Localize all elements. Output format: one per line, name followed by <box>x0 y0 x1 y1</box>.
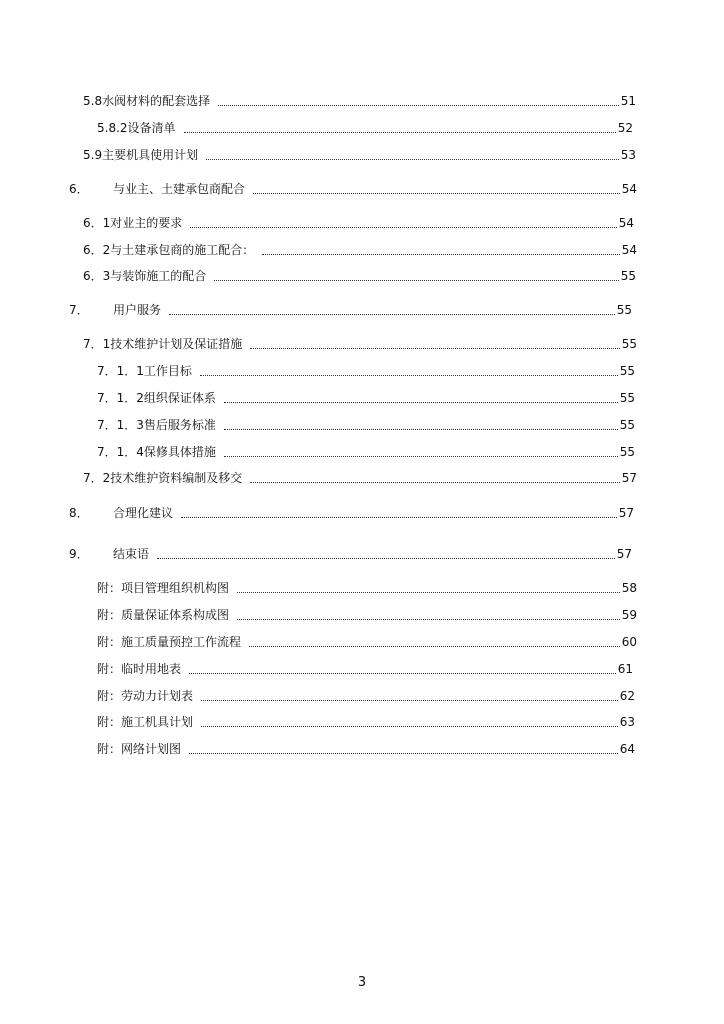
toc-entry-page: 63 <box>619 715 635 729</box>
toc-entry-number: 附： <box>97 662 122 676</box>
dot-leader <box>262 253 619 255</box>
dot-leader <box>249 645 620 647</box>
toc-entry-title: 施工质量预控工作流程 <box>121 635 242 649</box>
dot-leader <box>157 557 615 559</box>
toc-entry-number: 附： <box>97 635 122 649</box>
toc-entry-title: 施工机具计划 <box>121 715 194 729</box>
toc-entry-title: 工作目标 <box>143 364 192 378</box>
toc-entry-page: 55 <box>620 269 636 283</box>
toc-entry-number: 7．1．3 <box>97 418 144 432</box>
toc-entry-title: 水阀材料的配套选择 <box>102 94 211 108</box>
toc-entry-8 <box>69 504 634 522</box>
dot-leader <box>200 374 618 376</box>
toc-entry-number: 5.8 <box>83 94 103 108</box>
dot-leader <box>253 192 620 194</box>
toc-entry-number: 5.8.2 <box>97 121 128 135</box>
toc-appendix-labor-plan <box>97 687 635 705</box>
dot-leader <box>181 516 617 518</box>
toc-entry-page: 62 <box>619 689 635 703</box>
toc-entry-title: 设备清单 <box>127 121 176 135</box>
toc-entry-number: 7． <box>69 303 89 317</box>
toc-entry-number: 6． <box>69 182 89 196</box>
toc-entry-number: 6．2 <box>83 243 111 257</box>
toc-entry-page: 57 <box>616 547 632 561</box>
toc-entry-number: 7．1．2 <box>97 391 144 405</box>
toc-entry-7-1-2 <box>97 389 635 407</box>
toc-entry-title: 与装饰施工的配合 <box>110 269 207 283</box>
toc-entry-page: 64 <box>619 742 635 756</box>
toc-entry-page: 54 <box>618 216 634 230</box>
toc-appendix-quality-workflow <box>97 633 637 651</box>
toc-entry-title: 结束语 <box>113 547 150 561</box>
toc-entry-title: 项目管理组织机构图 <box>121 581 230 595</box>
dot-leader <box>224 428 618 430</box>
toc-entry-9 <box>69 545 632 563</box>
dot-leader <box>224 455 618 457</box>
toc-entry-number: 6．1 <box>83 216 111 230</box>
dot-leader <box>214 279 618 281</box>
toc-entry-5-8-2 <box>97 119 633 137</box>
toc-entry-title: 网络计划图 <box>121 742 182 756</box>
dot-leader <box>224 401 618 403</box>
dot-leader <box>190 226 616 228</box>
toc-entry-number: 7．1．1 <box>97 364 144 378</box>
toc-entry-5-8 <box>83 92 636 110</box>
page-number: 3 <box>357 975 367 990</box>
toc-entry-title: 用户服务 <box>113 303 162 317</box>
toc-entry-page: 55 <box>616 303 632 317</box>
dot-leader <box>218 104 619 106</box>
toc-entry-page: 55 <box>619 445 635 459</box>
toc-entry-page: 51 <box>620 94 636 108</box>
dot-leader <box>201 699 618 701</box>
toc-entry-title: 质量保证体系构成图 <box>121 608 230 622</box>
toc-entry-number: 附： <box>97 689 122 703</box>
toc-appendix-network-plan <box>97 740 635 758</box>
toc-entry-page: 59 <box>621 608 637 622</box>
toc-entry-number: 附： <box>97 581 122 595</box>
toc-entry-7-1 <box>83 335 637 353</box>
toc-entry-number: 附： <box>97 715 122 729</box>
toc-entry-title: 临时用地表 <box>121 662 182 676</box>
toc-entry-title: 技术维护计划及保证措施 <box>110 337 243 351</box>
toc-entry-number: 7．1 <box>83 337 111 351</box>
dot-leader <box>184 131 616 133</box>
toc-entry-page: 57 <box>618 506 634 520</box>
toc-entry-number: 5.9 <box>83 148 103 162</box>
toc-entry-title: 对业主的要求 <box>110 216 183 230</box>
toc-entry-page: 54 <box>621 243 637 257</box>
toc-entry-title: 主要机具使用计划 <box>102 148 199 162</box>
toc-entry-number: 7．1．4 <box>97 445 144 459</box>
toc-entry-page: 52 <box>617 121 633 135</box>
dot-leader <box>189 752 618 754</box>
dot-leader <box>169 313 615 315</box>
toc-entry-number: 附： <box>97 608 122 622</box>
dot-leader <box>201 725 618 727</box>
dot-leader <box>237 618 620 620</box>
toc-entry-number: 8． <box>69 506 89 520</box>
toc-entry-page: 60 <box>621 635 637 649</box>
toc-appendix-temp-land <box>97 660 633 678</box>
toc-entry-title: 售后服务标准 <box>143 418 216 432</box>
dot-leader <box>189 672 616 674</box>
toc-entry-title: 技术维护资料编制及移交 <box>110 471 243 485</box>
toc-entry-7-1-1 <box>97 362 635 380</box>
dot-leader <box>250 481 619 483</box>
toc-entry-number: 9． <box>69 547 89 561</box>
toc-appendix-org-chart <box>97 579 637 597</box>
toc-entry-5-9 <box>83 146 636 164</box>
dot-leader <box>206 158 619 160</box>
toc-entry-page: 54 <box>621 182 637 196</box>
toc-entry-page: 53 <box>620 148 636 162</box>
toc-entry-6-1 <box>83 214 634 232</box>
toc-entry-7 <box>69 301 632 319</box>
toc-entry-6-2 <box>83 241 637 259</box>
toc-entry-page: 55 <box>619 364 635 378</box>
toc-entry-page: 55 <box>621 337 637 351</box>
toc-entry-title: 劳动力计划表 <box>121 689 194 703</box>
toc-appendix-quality-system <box>97 606 637 624</box>
toc-entry-page: 57 <box>621 471 637 485</box>
toc-entry-7-1-4 <box>97 443 635 461</box>
dot-leader <box>237 591 620 593</box>
toc-appendix-equipment-plan <box>97 713 635 731</box>
toc-entry-title: 与业主、土建承包商配合 <box>113 182 246 196</box>
toc-entry-title: 保修具体措施 <box>143 445 216 459</box>
toc-entry-number: 附： <box>97 742 122 756</box>
toc-entry-number: 6．3 <box>83 269 111 283</box>
toc-entry-6-3 <box>83 267 636 285</box>
toc-entry-7-2 <box>83 469 637 487</box>
toc-entry-7-1-3 <box>97 416 635 434</box>
toc-entry-title: 与土建承包商的施工配合： <box>110 243 255 257</box>
toc-entry-6 <box>69 180 637 198</box>
toc-entry-number: 7．2 <box>83 471 111 485</box>
dot-leader <box>250 347 619 349</box>
toc-entry-page: 55 <box>619 418 635 432</box>
toc-entry-page: 55 <box>619 391 635 405</box>
toc-entry-page: 58 <box>621 581 637 595</box>
toc-entry-title: 组织保证体系 <box>143 391 216 405</box>
toc-entry-page: 61 <box>617 662 633 676</box>
toc-entry-title: 合理化建议 <box>113 506 174 520</box>
